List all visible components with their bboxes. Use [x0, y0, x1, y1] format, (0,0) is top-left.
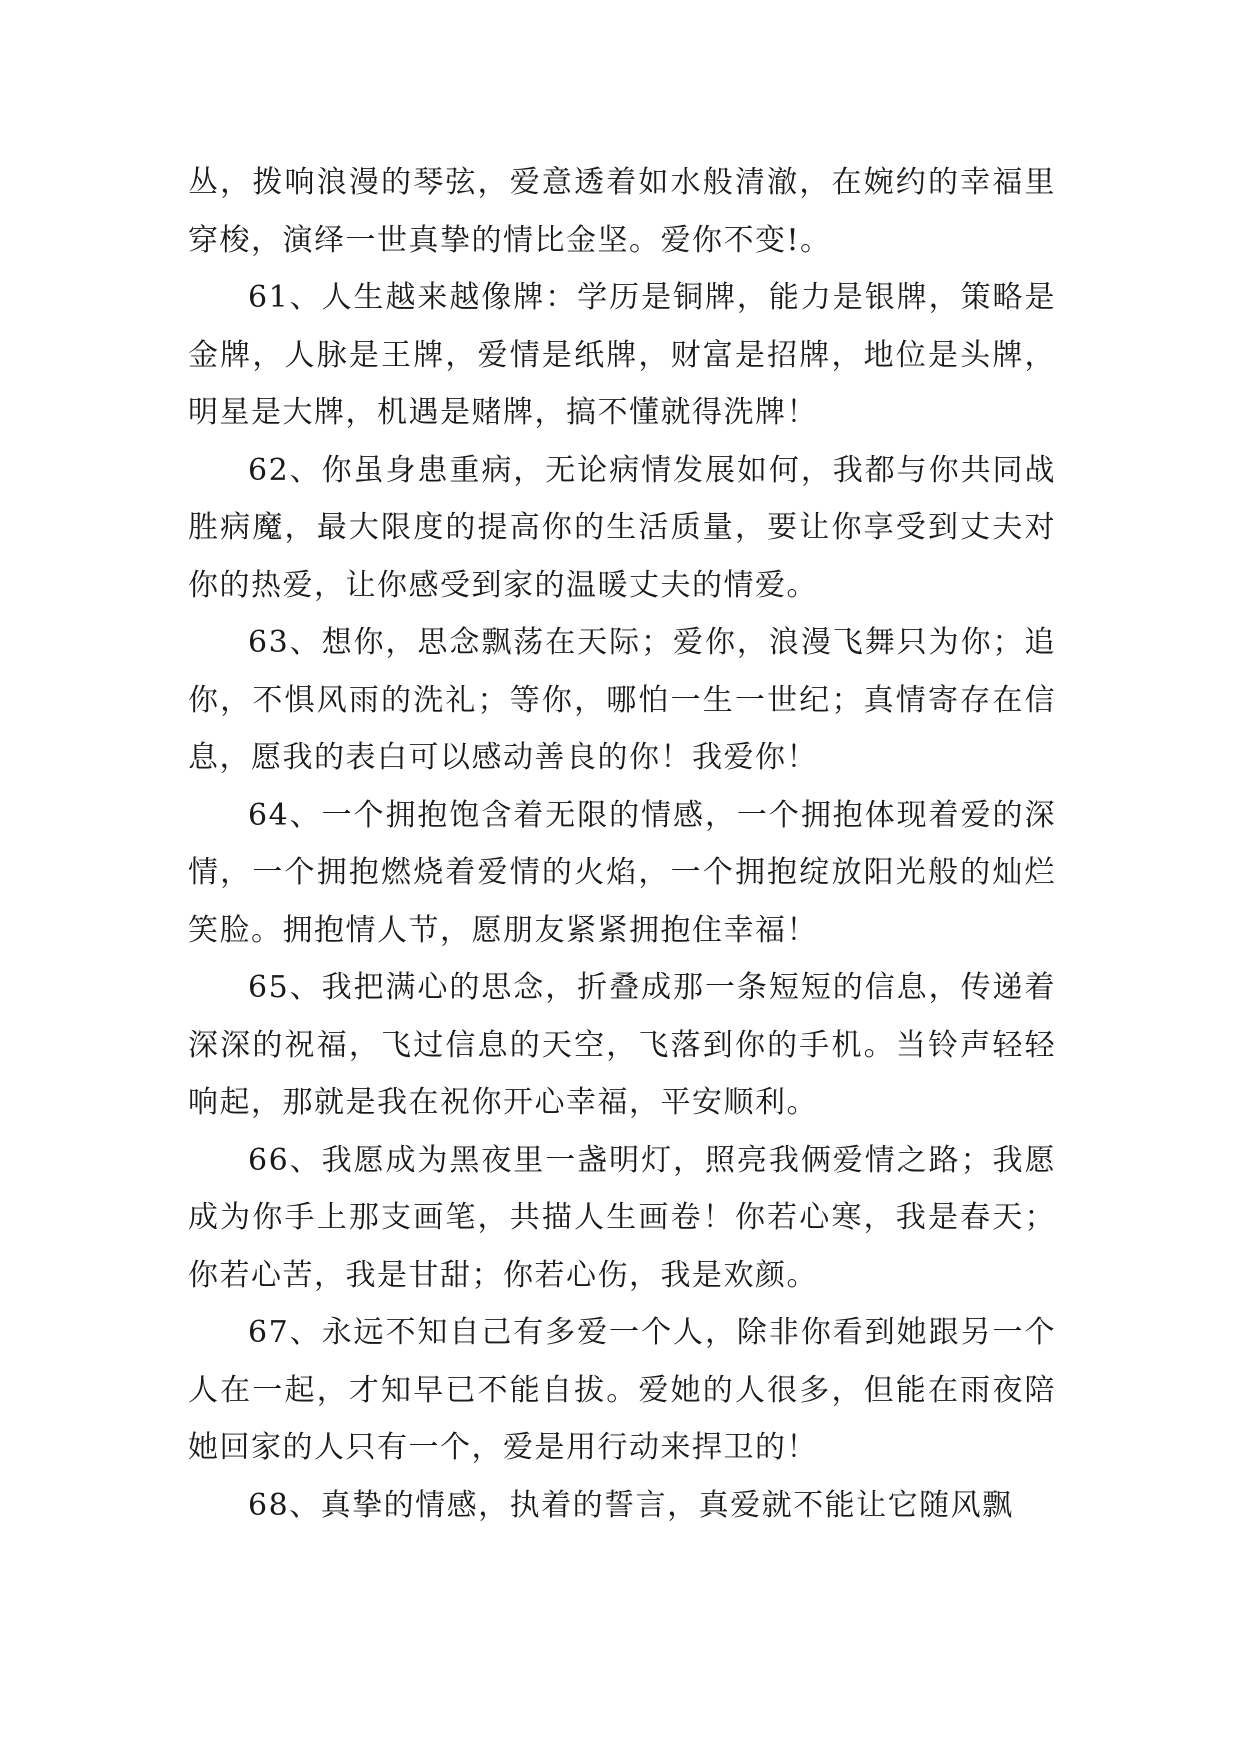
- paragraph-68: 68、真挚的情感，执着的誓言，真爱就不能让它随风飘: [248, 1487, 1014, 1523]
- paragraph-65: 65、我把满心的思念，折叠成那一条短短的信息，传递着深深的祝福，飞过信息的天空，飞落到你的手机。当铃声轻轻响起，那就是我在祝你开心幸福，平安顺利。: [188, 970, 1056, 1120]
- paragraph-61: 61、人生越来越像牌：学历是铜牌，能力是银牌，策略是金牌，人脉是王牌，爱情是纸牌，财富是招牌，地位是头牌，明星是大牌，机遇是赌牌，搞不懂就得洗牌！: [188, 280, 1056, 430]
- paragraph-63: 63、想你，思念飘荡在天际；爱你，浪漫飞舞只为你；追你，不惧风雨的洗礼；等你，哪怕一生一世纪；真情寄存在信息，愿我的表白可以感动善良的你！我爱你！: [188, 625, 1056, 775]
- paragraph-64: 64、一个拥抱饱含着无限的情感，一个拥抱体现着爱的深情，一个拥抱燃烧着爱情的火焰，一个拥抱绽放阳光般的灿烂笑脸。拥抱情人节，愿朋友紧紧拥抱住幸福！: [188, 797, 1056, 948]
- paragraph-66: 66、我愿成为黑夜里一盏明灯，照亮我俩爱情之路；我愿成为你手上那支画笔，共描人生画卷！你若心寒，我是春天；你若心苦，我是甘甜；你若心伤，我是欢颜。: [188, 1142, 1056, 1293]
- paragraph-67: 67、永远不知自己有多爱一个人，除非你看到她跟另一个人在一起，才知早已不能自拔。爱她的人很多，但能在雨夜陪她回家的人只有一个，爱是用行动来捍卫的！: [188, 1315, 1056, 1465]
- paragraph-62: 62、你虽身患重病，无论病情发展如何，我都与你共同战胜病魔，最大限度的提高你的生活质量，要让你享受到丈夫对你的热爱，让你感受到家的温暖丈夫的情爱。: [188, 452, 1056, 603]
- paragraph-60-continued: 丛，拨响浪漫的琴弦，爱意透着如水般清澈，在婉约的幸福里穿梭，演绎一世真挚的情比金坚。爱你不变!。: [188, 165, 1056, 258]
- document-body: [188, 154, 1056, 1534]
